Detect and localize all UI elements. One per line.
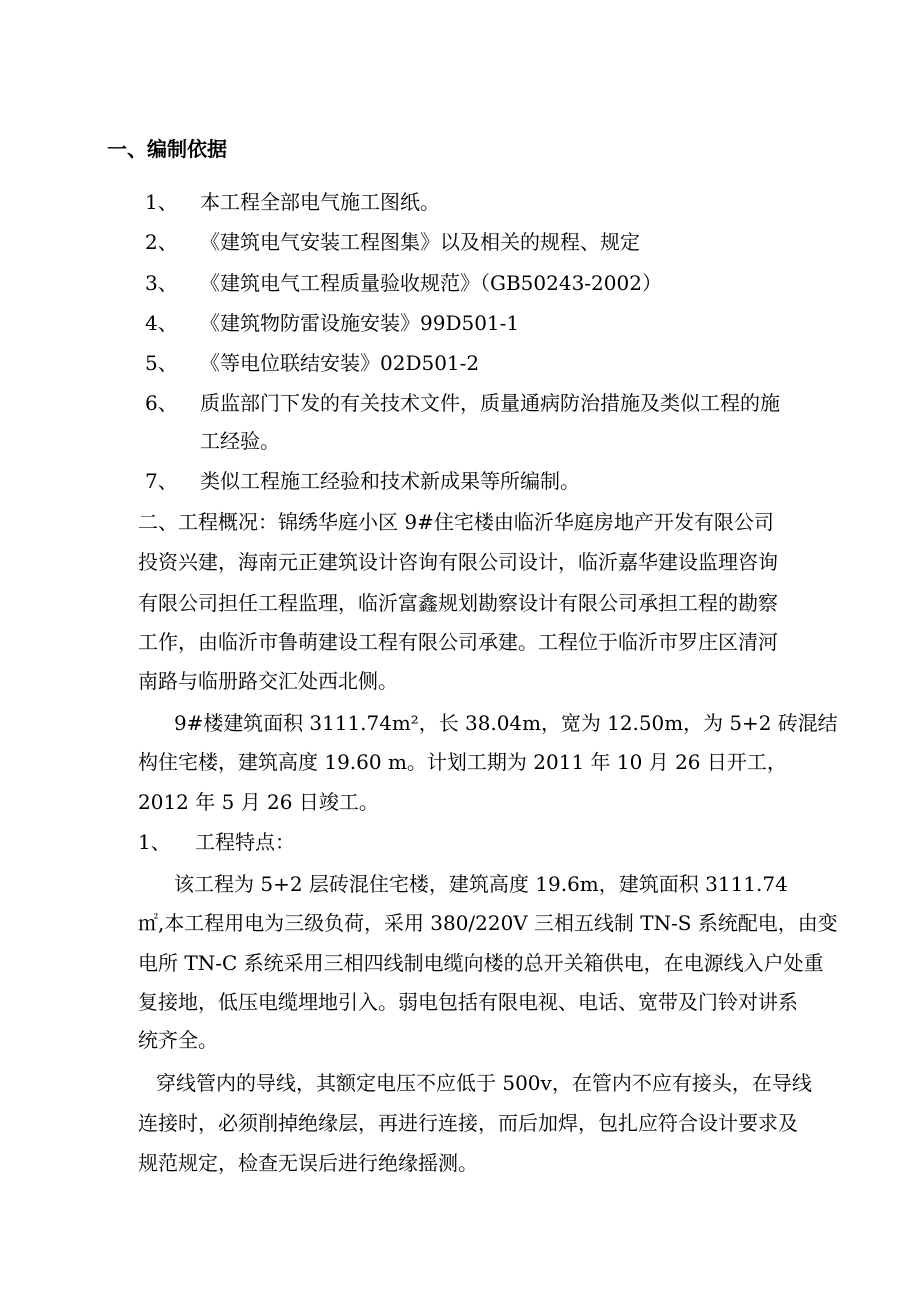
list-item: 《等电位联结安装》02D501-2	[200, 351, 480, 375]
list-number: 7、	[145, 469, 178, 493]
list-item: 《建筑电气安装工程图集》以及相关的规程、规定	[200, 230, 640, 254]
paragraph-line: 该工程为 5+2 层砖混住宅楼，建筑高度 19.6m，建筑面积 3111.74	[174, 872, 788, 896]
list-number: 6、	[145, 391, 178, 415]
list-number: 3、	[145, 271, 178, 295]
paragraph-line: 有限公司担任工程监理，临沂富鑫规划勘察设计有限公司承担工程的勘察	[138, 591, 778, 615]
list-item: 《建筑物防雷设施安装》99D501-1	[200, 311, 520, 335]
paragraph-line: 统齐全。	[138, 1028, 218, 1052]
list-item: 类似工程施工经验和技术新成果等所编制。	[200, 469, 580, 493]
list-number: 2、	[145, 230, 178, 254]
list-item: 本工程全部电气施工图纸。	[200, 190, 440, 214]
list-item: 质监部门下发的有关技术文件，质量通病防治措施及类似工程的施	[200, 391, 780, 415]
list-item-continuation: 工经验。	[200, 429, 280, 453]
paragraph-line: 2012 年 5 月 26 日竣工。	[138, 790, 379, 814]
section-heading: 一、编制依据	[107, 137, 227, 161]
subsection-number: 1、	[138, 830, 171, 854]
subsection-title: 工程特点：	[195, 830, 295, 854]
paragraph-line: 规范规定，检查无误后进行绝缘摇测。	[138, 1151, 478, 1175]
list-item: 《建筑电气工程质量验收规范》（GB50243-2002）	[200, 271, 662, 295]
paragraph-line: 投资兴建，海南元正建筑设计咨询有限公司设计，临沂嘉华建设监理咨询	[138, 550, 778, 574]
paragraph-line: 工作，由临沂市鲁萌建设工程有限公司承建。工程位于临沂市罗庄区清河	[138, 630, 778, 654]
paragraph-line: 南路与临册路交汇处西北侧。	[138, 669, 398, 693]
list-number: 4、	[145, 311, 178, 335]
paragraph-line: 电所 TN-C 系统采用三相四线制电缆向楼的总开关箱供电，在电源线入户处重	[138, 951, 824, 975]
paragraph-line: 构住宅楼，建筑高度 19.60 m。计划工期为 2011 年 10 月 26 日开工，	[138, 750, 787, 774]
paragraph-line: 9#楼建筑面积 3111.74m²，长 38.04m，宽为 12.50m，为 5+2 砖混结	[174, 711, 838, 735]
paragraph-line: 复接地，低压电缆埋地引入。弱电包括有限电视、电话、宽带及门铃对讲系	[138, 990, 798, 1014]
paragraph-line: 穿线管内的导线，其额定电压不应低于 500v，在管内不应有接头，在导线	[156, 1071, 812, 1095]
paragraph-line: 连接时，必须削掉绝缘层，再进行连接，而后加焊，包扎应符合设计要求及	[138, 1111, 798, 1135]
paragraph-line: 二、工程概况：锦绣华庭小区 9#住宅楼由临沂华庭房地产开发有限公司	[138, 510, 774, 534]
list-number: 1、	[145, 190, 178, 214]
list-number: 5、	[145, 351, 178, 375]
paragraph-line: ㎡,本工程用电为三级负荷，采用 380/220V 三相五线制 TN-S 系统配电，由变	[138, 911, 838, 935]
